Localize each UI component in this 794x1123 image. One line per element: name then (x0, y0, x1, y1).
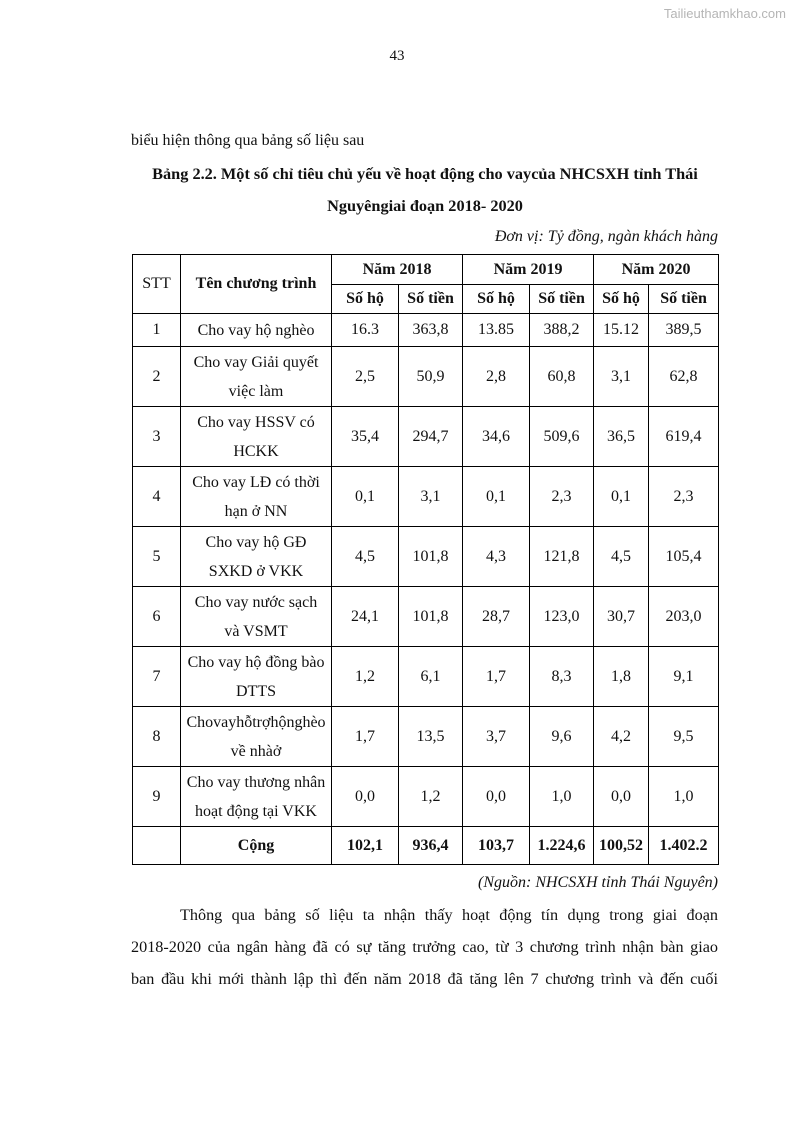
row-stt: 8 (133, 707, 181, 767)
cell-value: 389,5 (649, 314, 719, 347)
row-stt: 4 (133, 467, 181, 527)
cell-value: 62,8 (649, 347, 719, 407)
cell-value: 1,0 (649, 767, 719, 827)
header-row-1 (133, 255, 719, 285)
cell-value: 13,5 (399, 707, 463, 767)
header-amount: Số tiền (399, 285, 463, 314)
program-line: việc làm (228, 382, 284, 400)
header-year-2019: Năm 2019 (463, 255, 594, 285)
lending-table (132, 254, 719, 865)
cell-value: 16.3 (332, 314, 399, 347)
cell-value: 0,1 (463, 467, 530, 527)
cell-value: 0,0 (463, 767, 530, 827)
cell-value: 35,4 (332, 407, 399, 467)
program-line: DTTS (236, 682, 276, 700)
program-line: Cho vay Giải quyết (193, 353, 319, 371)
cell-value: 13.85 (463, 314, 530, 347)
cell-value: 101,8 (399, 527, 463, 587)
table-row (133, 707, 719, 767)
cell-value: 0,0 (332, 767, 399, 827)
cell-value: 2,3 (649, 467, 719, 527)
table-caption-line-2: Nguyêngiai đoạn 2018- 2020 (327, 196, 523, 215)
body-paragraph (131, 899, 718, 995)
total-label: Cộng (181, 827, 332, 865)
row-program (181, 587, 332, 647)
total-value: 1.224,6 (530, 827, 594, 865)
cell-value: 3,7 (463, 707, 530, 767)
cell-value: 3,1 (399, 467, 463, 527)
program-line: Cho vay nước sạch (194, 593, 318, 611)
row-stt: 7 (133, 647, 181, 707)
cell-value: 34,6 (463, 407, 530, 467)
cell-value: 36,5 (594, 407, 649, 467)
cell-value: 9,6 (530, 707, 594, 767)
header-amount: Số tiền (530, 285, 594, 314)
cell-value: 1,2 (399, 767, 463, 827)
table-row (133, 407, 719, 467)
header-households: Số hộ (594, 285, 649, 314)
cell-value: 1,0 (530, 767, 594, 827)
header-amount: Số tiền (649, 285, 719, 314)
row-stt: 3 (133, 407, 181, 467)
row-program (181, 347, 332, 407)
header-year-2020: Năm 2020 (594, 255, 719, 285)
header-year-2018: Năm 2018 (332, 255, 463, 285)
watermark: Tailieuthamkhao.com (663, 6, 786, 21)
header-stt: STT (133, 255, 181, 314)
cell-value: 15.12 (594, 314, 649, 347)
cell-value: 60,8 (530, 347, 594, 407)
cell-value: 0,0 (594, 767, 649, 827)
row-program (181, 314, 332, 347)
cell-value: 6,1 (399, 647, 463, 707)
source-note: (Nguồn: NHCSXH tỉnh Thái Nguyên) (478, 874, 718, 891)
cell-value: 1,2 (332, 647, 399, 707)
cell-value: 3,1 (594, 347, 649, 407)
header-households: Số hộ (463, 285, 530, 314)
cell-value: 121,8 (530, 527, 594, 587)
program-line: Cho vay hộ GĐ (205, 533, 307, 551)
cell-value: 24,1 (332, 587, 399, 647)
table-caption-line-1: Bảng 2.2. Một số chỉ tiêu chủ yếu về hoạt động cho vaycủa NHCSXH tỉnh Thái (152, 164, 698, 183)
program-line: Cho vay hộ nghèo (197, 321, 315, 339)
total-value: 100,52 (594, 827, 649, 865)
program-line: HCKK (233, 442, 279, 460)
table-row (133, 767, 719, 827)
total-stt-empty (133, 827, 181, 865)
cell-value: 1,7 (332, 707, 399, 767)
row-program (181, 527, 332, 587)
row-program (181, 647, 332, 707)
row-stt: 9 (133, 767, 181, 827)
cell-value: 4,3 (463, 527, 530, 587)
cell-value: 123,0 (530, 587, 594, 647)
table-row (133, 527, 719, 587)
cell-value: 0,1 (332, 467, 399, 527)
program-line: Cho vay HSSV có (197, 413, 315, 431)
cell-value: 2,5 (332, 347, 399, 407)
total-value: 1.402.2 (649, 827, 719, 865)
cell-value: 4,5 (332, 527, 399, 587)
cell-value: 28,7 (463, 587, 530, 647)
cell-value: 388,2 (530, 314, 594, 347)
program-line: Cho vay LĐ có thời (192, 473, 320, 491)
cell-value: 294,7 (399, 407, 463, 467)
row-stt: 5 (133, 527, 181, 587)
cell-value: 9,5 (649, 707, 719, 767)
table-row (133, 314, 719, 347)
table-row (133, 347, 719, 407)
total-row (133, 827, 719, 865)
cell-value: 0,1 (594, 467, 649, 527)
row-stt: 6 (133, 587, 181, 647)
cell-value: 8,3 (530, 647, 594, 707)
cell-value: 203,0 (649, 587, 719, 647)
row-stt: 2 (133, 347, 181, 407)
intro-text: biểu hiện thông qua bảng số liệu sau (131, 132, 365, 149)
unit-note: Đơn vị: Tỷ đồng, ngàn khách hàng (494, 228, 718, 245)
cell-value: 1,7 (463, 647, 530, 707)
program-line: SXKD ở VKK (208, 562, 304, 580)
cell-value: 619,4 (649, 407, 719, 467)
cell-value: 1,8 (594, 647, 649, 707)
cell-value: 9,1 (649, 647, 719, 707)
row-program (181, 707, 332, 767)
row-program (181, 767, 332, 827)
table-row (133, 587, 719, 647)
header-households: Số hộ (332, 285, 399, 314)
program-line: Cho vay hộ đồng bào (187, 653, 325, 671)
row-program (181, 467, 332, 527)
program-line: và VSMT (224, 622, 288, 640)
program-line: Chovayhỗtrợhộnghèo (186, 713, 326, 731)
row-stt: 1 (133, 314, 181, 347)
cell-value: 4,2 (594, 707, 649, 767)
header-program: Tên chương trình (181, 255, 332, 314)
cell-value: 363,8 (399, 314, 463, 347)
cell-value: 2,3 (530, 467, 594, 527)
paragraph-line: Thông qua bảng số liệu ta nhận thấy hoạt động tín dụng trong giai đoạn (180, 906, 718, 924)
total-value: 103,7 (463, 827, 530, 865)
paragraph-line: ban đầu khi mới thành lập thì đến năm 2018 đã tăng lên 7 chương trình và đến cuối (131, 970, 718, 988)
total-value: 102,1 (332, 827, 399, 865)
cell-value: 105,4 (649, 527, 719, 587)
cell-value: 101,8 (399, 587, 463, 647)
cell-value: 30,7 (594, 587, 649, 647)
cell-value: 2,8 (463, 347, 530, 407)
program-line: Cho vay thương nhân (186, 773, 326, 791)
table-row (133, 467, 719, 527)
page-number: 43 (389, 48, 405, 64)
cell-value: 50,9 (399, 347, 463, 407)
paragraph-line: 2018-2020 của ngân hàng đã có sự tăng trưởng cao, từ 3 chương trình nhận bàn giao (131, 938, 718, 956)
program-line: hoạt động tại VKK (195, 802, 317, 820)
cell-value: 509,6 (530, 407, 594, 467)
total-value: 936,4 (399, 827, 463, 865)
program-line: hạn ở NN (224, 502, 288, 520)
row-program (181, 407, 332, 467)
cell-value: 4,5 (594, 527, 649, 587)
program-line: về nhàở (230, 742, 282, 760)
table-row (133, 647, 719, 707)
